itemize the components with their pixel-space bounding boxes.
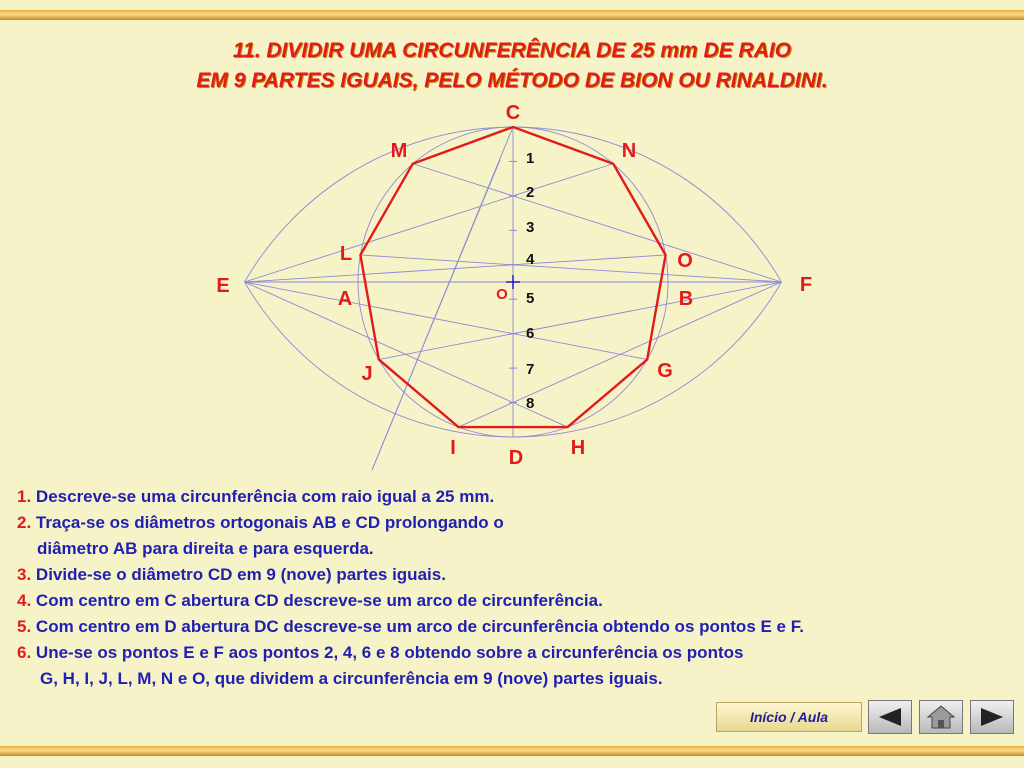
step-text: Traça-se os diâmetros ortogonais AB e CD prolongando o xyxy=(35,513,504,532)
label-point-g: G xyxy=(657,360,673,382)
label-point-c: C xyxy=(505,102,521,124)
label-point-l: L xyxy=(339,243,353,265)
division-label-7: 7 xyxy=(526,361,535,378)
step-text: Com centro em D abertura DC descreve-se um arco de circunferência obtendo os pontos E e F. xyxy=(35,617,804,636)
diagram-labels xyxy=(216,102,812,469)
label-point-e: E xyxy=(216,275,230,297)
step-2 xyxy=(17,510,1017,536)
house-icon xyxy=(926,704,956,730)
triangle-left-icon xyxy=(875,706,905,728)
step-number: 1. xyxy=(17,487,32,506)
division-label-3: 3 xyxy=(526,219,535,236)
triangle-right-icon xyxy=(977,706,1007,728)
label-point-j: J xyxy=(361,363,373,385)
home-button[interactable] xyxy=(919,700,963,734)
title-line-1: 11. DIVIDIR UMA CIRCUNFERÊNCIA DE 25 mm DE RAIO xyxy=(232,39,792,62)
label-point-d: D xyxy=(508,447,524,469)
label-point-o: O xyxy=(677,250,693,272)
step-number: 3. xyxy=(17,565,32,584)
step-text: Une-se os pontos E e F aos pontos 2, 4, 6 e 8 obtendo sobre a circunferência os pontos xyxy=(35,643,744,662)
label-point-b: B xyxy=(678,288,694,310)
label-center-o: O xyxy=(496,286,508,303)
division-label-8: 8 xyxy=(526,395,535,412)
line-f-6 xyxy=(379,282,782,360)
auxiliary-line-2 xyxy=(372,127,513,470)
step-5 xyxy=(17,614,1017,640)
step-text: Descreve-se uma circunferência com raio igual a 25 mm. xyxy=(35,487,495,506)
label-point-n: N xyxy=(621,140,637,162)
line-f-2 xyxy=(413,164,782,282)
line-e-8 xyxy=(245,282,568,427)
step-number: 2. xyxy=(17,513,32,532)
center-mark xyxy=(506,275,520,289)
step-number: 5. xyxy=(17,617,32,636)
step-6-continued xyxy=(17,666,1017,692)
step-text: G, H, I, J, L, M, N e O, que dividem a circunferência em 9 (nove) partes iguais. xyxy=(40,669,663,688)
label-point-h: H xyxy=(570,437,586,459)
step-text: Com centro em C abertura CD descreve-se um arco de circunferência. xyxy=(35,591,603,610)
division-labels xyxy=(526,150,535,412)
step-2-continued xyxy=(17,536,1017,562)
label-point-a: A xyxy=(337,288,353,310)
title-line-2: EM 9 PARTES IGUAIS, PELO MÉTODO DE BION OU RINALDINI. xyxy=(196,69,828,92)
bottom-decorative-bar xyxy=(0,746,1024,756)
label-point-m: M xyxy=(390,140,408,162)
line-e-6 xyxy=(245,282,648,360)
division-label-1: 1 xyxy=(526,150,535,167)
step-number: 4. xyxy=(17,591,32,610)
previous-button[interactable] xyxy=(868,700,912,734)
label-point-f: F xyxy=(799,274,813,296)
step-4 xyxy=(17,588,1017,614)
step-6 xyxy=(17,640,1017,666)
division-label-5: 5 xyxy=(526,290,535,307)
line-f-8 xyxy=(458,282,781,427)
home-lesson-link[interactable]: Início / Aula xyxy=(716,702,862,732)
step-3 xyxy=(17,562,1017,588)
step-1 xyxy=(17,484,1017,510)
next-button[interactable] xyxy=(970,700,1014,734)
step-text: Divide-se o diâmetro CD em 9 (nove) partes iguais. xyxy=(35,565,446,584)
instruction-list xyxy=(17,484,1017,692)
division-label-6: 6 xyxy=(526,325,535,342)
division-label-2: 2 xyxy=(526,184,535,201)
division-label-4: 4 xyxy=(526,251,535,268)
line-f-4 xyxy=(360,255,781,282)
label-point-i: I xyxy=(450,437,456,459)
line-e-2 xyxy=(245,164,614,282)
construction-lines xyxy=(245,127,782,470)
step-number: 6. xyxy=(17,643,32,662)
step-text: diâmetro AB para direita e para esquerda. xyxy=(37,539,374,558)
